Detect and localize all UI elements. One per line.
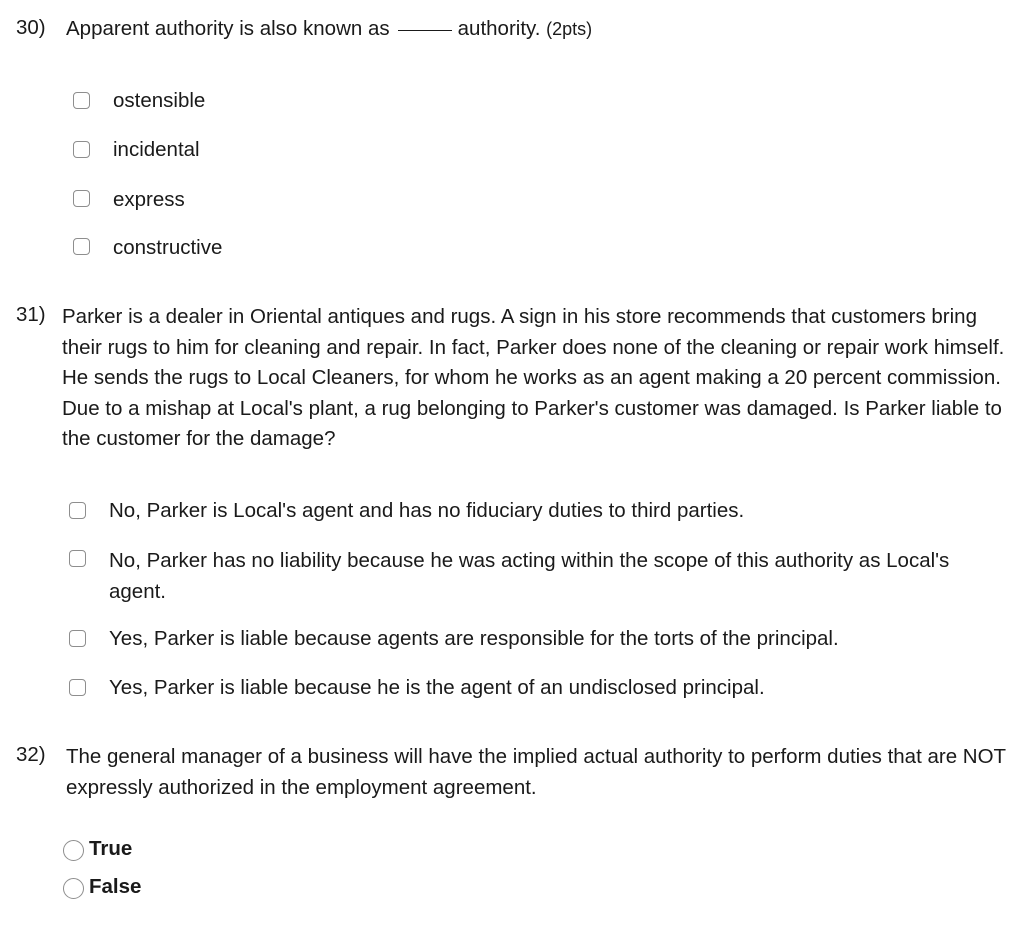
points-label: (2pts) [546,19,593,39]
option-checkbox[interactable] [73,238,90,255]
option-label: No, Parker has no liability because he was acting within the scope of this authority as Local's agent. [109,549,950,603]
option-checkbox[interactable] [69,630,86,647]
question-number: 30) [16,16,46,39]
option-label: ostensible [113,89,206,112]
option-checkbox[interactable] [73,141,90,158]
option-label: False [89,875,142,898]
option-label: Yes, Parker is liable because agents are responsible for the torts of the principal. [109,627,839,650]
question-number: 31) [16,303,46,326]
question-text-before: Apparent authority is also known as [66,17,390,40]
option-label: constructive [113,236,223,259]
option-checkbox[interactable] [69,679,86,696]
option-checkbox[interactable] [73,92,90,109]
option-label: Yes, Parker is liable because he is the agent of an undisclosed principal. [109,676,765,699]
option-checkbox[interactable] [73,190,90,207]
option-label: True [89,837,133,860]
question-text [66,14,592,45]
option-label: express [113,188,185,211]
question-text: The general manager of a business will have the implied actual authority to perform duties that are NOT expressly authorized in the employment agreement. [66,745,1006,799]
option-radio[interactable] [63,840,84,861]
option-checkbox[interactable] [69,550,86,567]
fill-in-blank [398,30,452,31]
question-number: 32) [16,743,46,766]
option-label: incidental [113,138,200,161]
option-label: No, Parker is Local's agent and has no fiduciary duties to third parties. [109,499,745,522]
question-text: Parker is a dealer in Oriental antiques and rugs. A sign in his store recommends that customers bring their rugs to him for cleaning and repair. In fact, Parker does none of the cleaning or repair work himself. He sends the rugs to Local Cleaners, for whom he works as an agent making a 20 percent commission. Due to a mishap at Local's plant, a rug belonging to Parker's customer was damaged. Is Parker liable to the customer for the damage? [62,305,1005,450]
question-text-after: authority. [457,17,541,40]
option-radio[interactable] [63,878,84,899]
option-checkbox[interactable] [69,502,86,519]
